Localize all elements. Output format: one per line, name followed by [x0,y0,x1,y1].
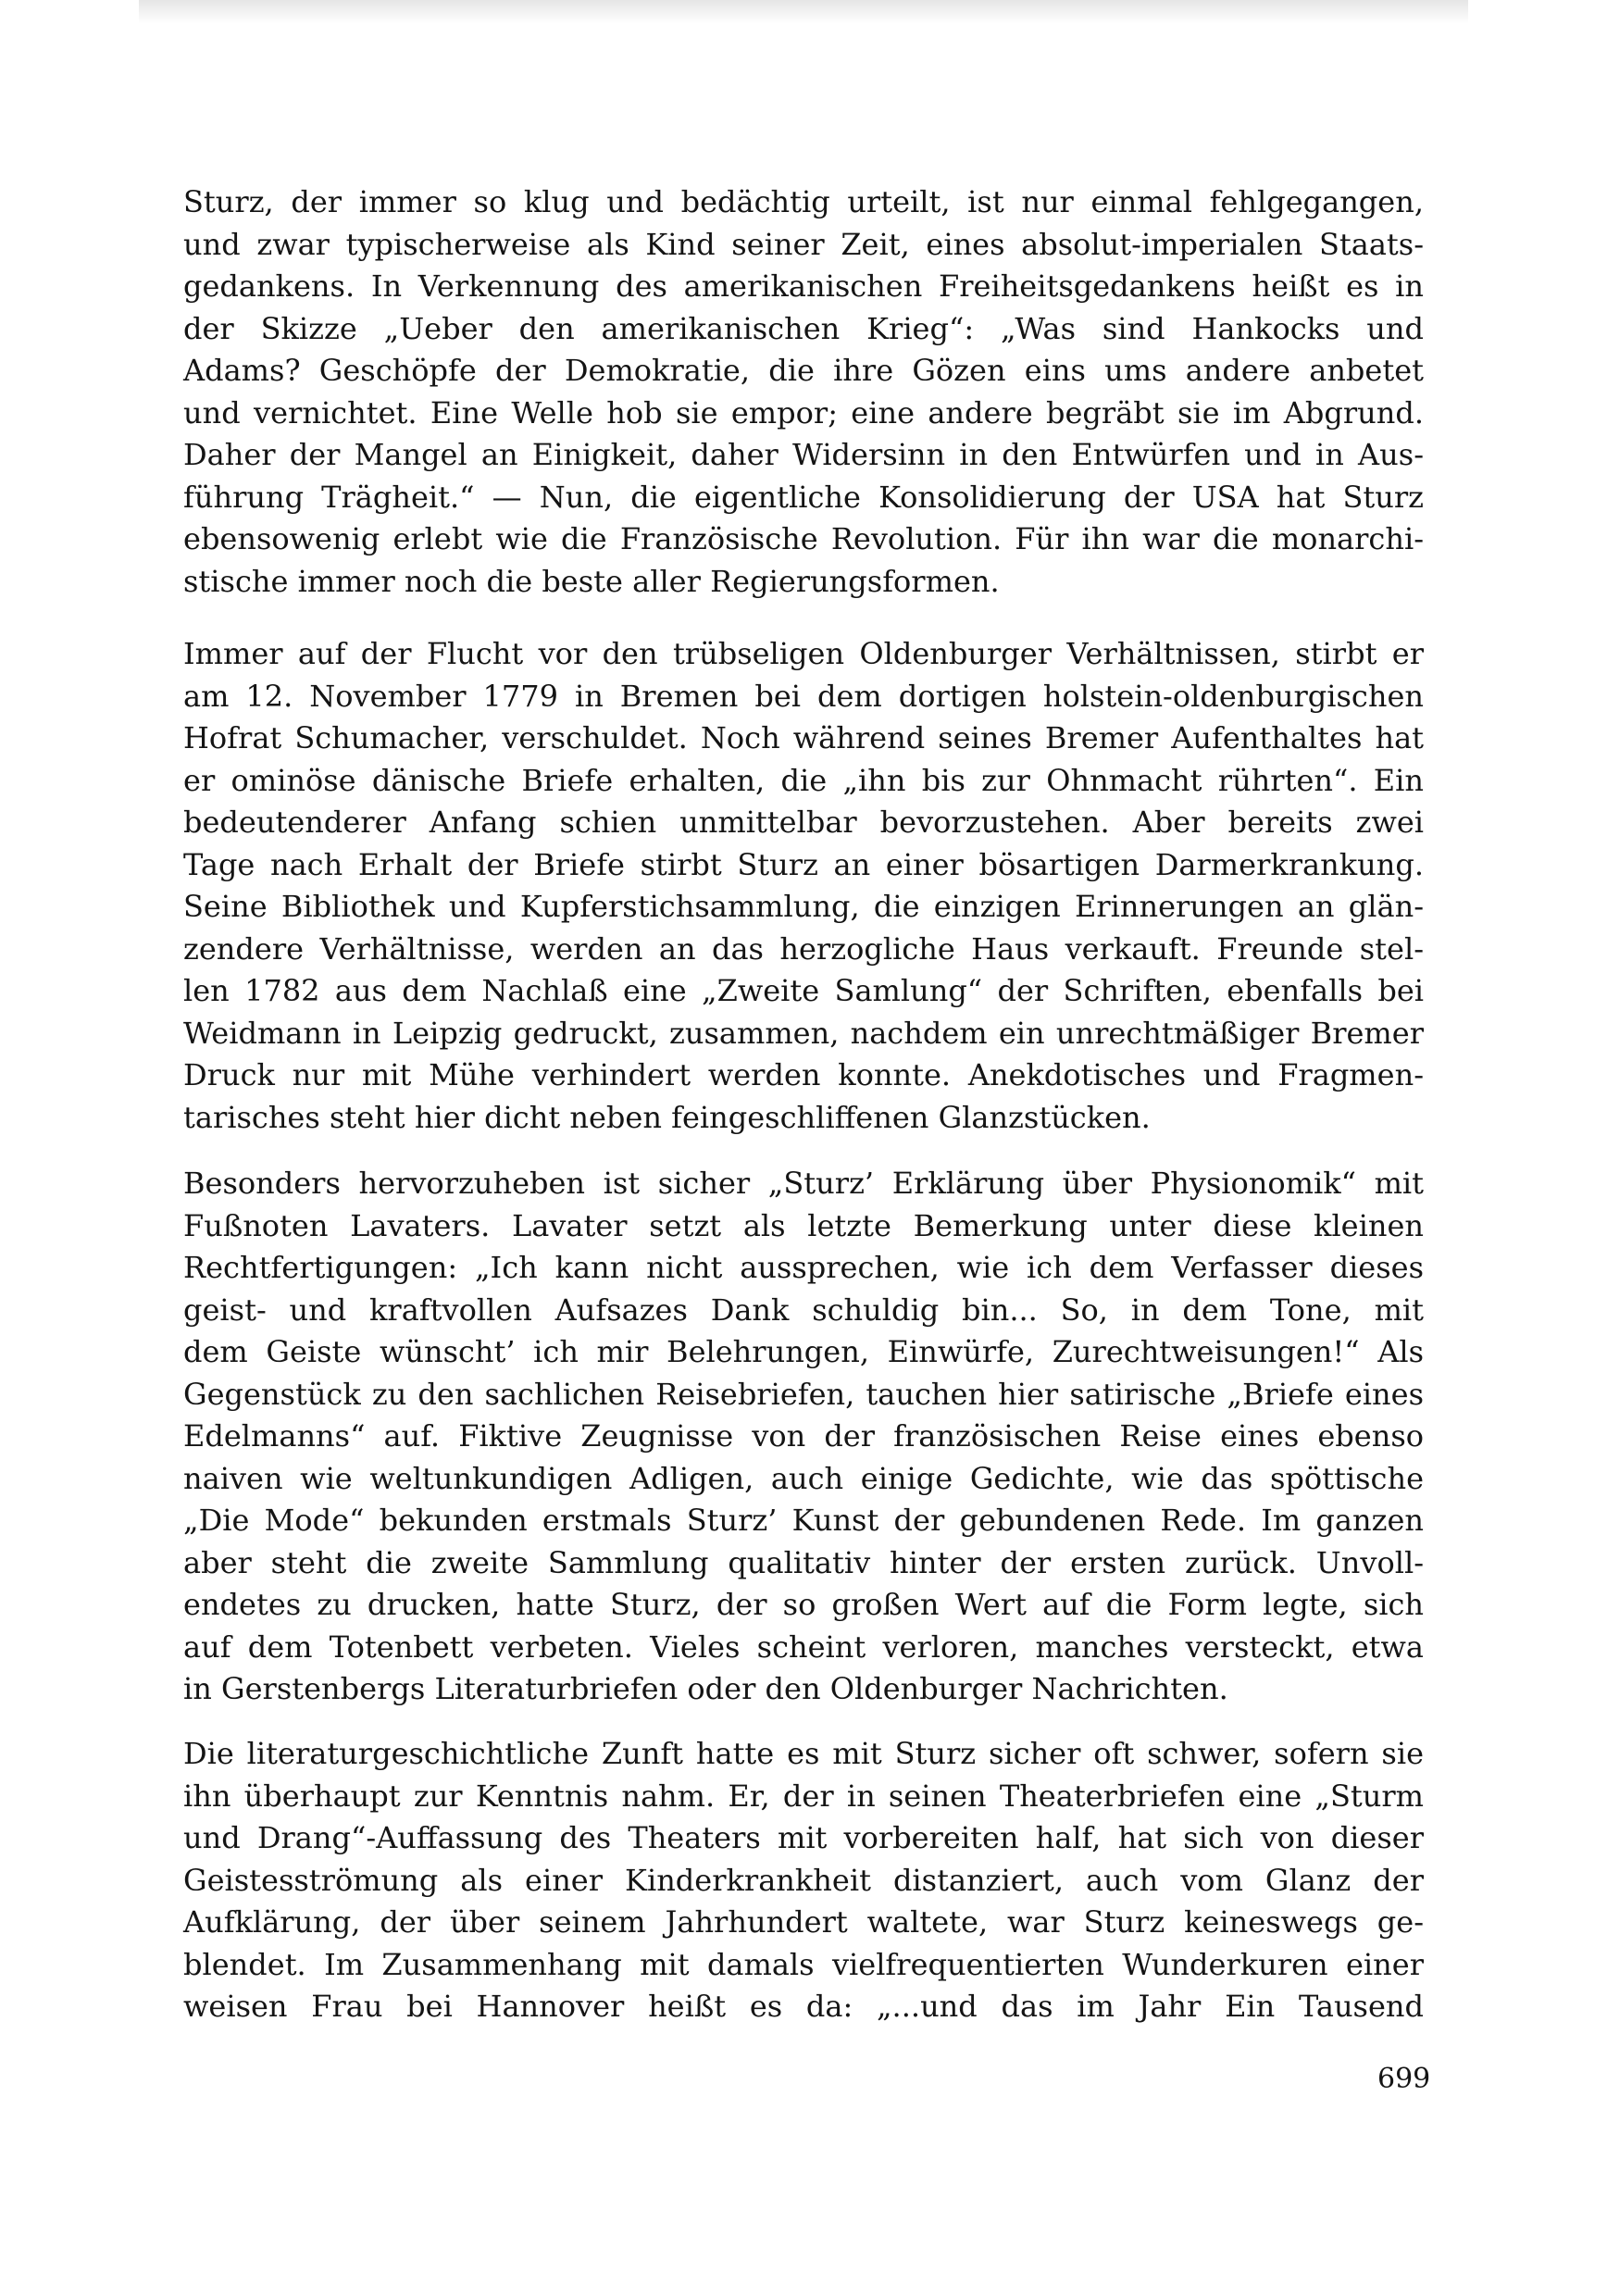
text-line: Druck nur mit Mühe verhindert werden konnte. Anekdotisches und Fragmen- [183,1057,1424,1092]
text-line: aber steht die zweite Sammlung qualitativ hinter der ersten zurück. Unvoll- [183,1544,1424,1580]
text-line: auf dem Totenbett verbeten. Vieles scheint verloren, manches versteckt, etwa [183,1628,1424,1665]
text-line: gedankens. In Verkennung des amerikanischen Freiheitsgedankens heißt es in [183,268,1424,304]
text-line: ebensowenig erlebt wie die Französische Revolution. Für ihn war die monarchi- [183,521,1424,556]
text-line: am 12. November 1779 in Bremen bei dem dortigen holstein-oldenburgischen [183,678,1424,714]
text-line: Edelmanns“ auf. Fiktive Zeugnisse von der französischen Reise eines ebenso [183,1418,1424,1454]
text-line: Rechtfertigungen: „Ich kann nicht aussprechen, wie ich dem Verfasser dieses [183,1250,1424,1285]
text-line: Weidmann in Leipzig gedruckt, zusammen, nachdem ein unrechtmäßiger Bremer [183,1015,1424,1051]
text-line: blendet. Im Zusammenhang mit damals vielfrequentierten Wunderkuren einer [183,1946,1424,1982]
text-line: weisen Frau bei Hannover heißt es da: „...und das im Jahr Ein Tausend [183,1989,1424,2024]
text-line: ihn überhaupt zur Kenntnis nahm. Er, der in seinen Theaterbriefen eine „Sturm [183,1778,1424,1814]
text-line: Hofrat Schumacher, verschuldet. Noch während seines Bremer Aufenthaltes hat [183,720,1424,755]
page-number: 699 [1377,2063,1431,2095]
text-line: Die literaturgeschichtliche Zunft hatte es mit Sturz sicher oft schwer, sofern sie [183,1736,1424,1771]
text-line: bedeutenderer Anfang schien unmittelbar bevorzustehen. Aber bereits zwei [183,805,1424,840]
text-line: Fußnoten Lavaters. Lavater setzt als letzte Bemerkung unter diese kleinen [183,1207,1424,1243]
text-line: Immer auf der Flucht vor den trübseligen Oldenburger Verhältnissen, stirbt er [183,636,1424,671]
paragraph-1 [183,181,1424,603]
text-line: geist- und kraftvollen Aufsazes Dank schuldig bin... So, in dem Tone, mit [183,1292,1424,1328]
text-line: stische immer noch die beste aller Regierungsformen. [183,563,1000,599]
text-line: führung Trägheit.“ — Nun, die eigentliche Konsolidierung der USA hat Sturz [183,479,1424,515]
text-line: Aufklärung, der über seinem Jahrhundert waltete, war Sturz keineswegs ge- [183,1904,1424,1940]
text-line: dem Geiste wünscht’ ich mir Belehrungen, Einwürfe, Zurechtweisungen!“ Als [183,1334,1424,1369]
text-line: endetes zu drucken, hatte Sturz, der so großen Wert auf die Form legte, sich [183,1587,1424,1622]
text-line: zendere Verhältnisse, werden an das herzogliche Haus verkauft. Freunde stel- [183,930,1424,967]
text-line: Besonders hervorzuheben ist sicher „Sturz’ Erklärung über Physionomik“ mit [183,1166,1424,1201]
text-line: Adams? Geschöpfe der Demokratie, die ihre Gözen eins ums andere anbetet [183,353,1424,388]
text-line: Geistesströmung als einer Kinderkrankheit distanziert, auch vom Glanz der [183,1862,1424,1898]
paragraph-4 [183,1733,1424,2028]
text-line: und vernichtet. Eine Welle hob sie empor; eine andere begräbt sie im Abgrund. [183,394,1424,430]
text-line: und zwar typischerweise als Kind seiner Zeit, eines absolut-imperialen Staats- [183,226,1424,262]
text-line: und Drang“-Auffassung des Theaters mit vorbereiten half, hat sich von dieser [183,1820,1424,1855]
text-line: Seine Bibliothek und Kupferstichsammlung, die einzigen Erinnerungen an glän- [183,889,1424,924]
text-line: in Gerstenbergs Literaturbriefen oder den Oldenburger Nachrichten. [183,1671,1228,1706]
text-line: Gegenstück zu den sachlichen Reisebriefen, tauchen hier satirische „Briefe eines [183,1376,1424,1412]
text-line: len 1782 aus dem Nachlaß eine „Zweite Samlung“ der Schriften, ebenfalls bei [183,973,1424,1008]
text-line: er ominöse dänische Briefe erhalten, die „ihn bis zur Ohnmacht rührten“. Ein [183,762,1424,798]
scan-edge-shadow [139,0,1468,24]
text-line: naiven wie weltunkundigen Adligen, auch einige Gedichte, wie das spöttische [183,1460,1424,1496]
text-line: „Die Mode“ bekunden erstmals Sturz’ Kunst der gebundenen Rede. Im ganzen [183,1503,1424,1538]
text-line: der Skizze „Ueber den amerikanischen Krieg“: „Was sind Hankocks und [183,310,1424,346]
text-line: Tage nach Erhalt der Briefe stirbt Sturz an einer bösartigen Darmerkrankung. [183,846,1424,882]
text-line: tarisches steht hier dicht neben feingeschliffenen Glanzstücken. [183,1099,1151,1135]
paragraph-2 [183,633,1424,1139]
paragraph-3 [183,1163,1424,1711]
text-line: Sturz, der immer so klug und bedächtig urteilt, ist nur einmal fehlgegangen, [183,184,1424,219]
text-line: Daher der Mangel an Einigkeit, daher Widersinn in den Entwürfen und in Aus- [183,437,1424,472]
